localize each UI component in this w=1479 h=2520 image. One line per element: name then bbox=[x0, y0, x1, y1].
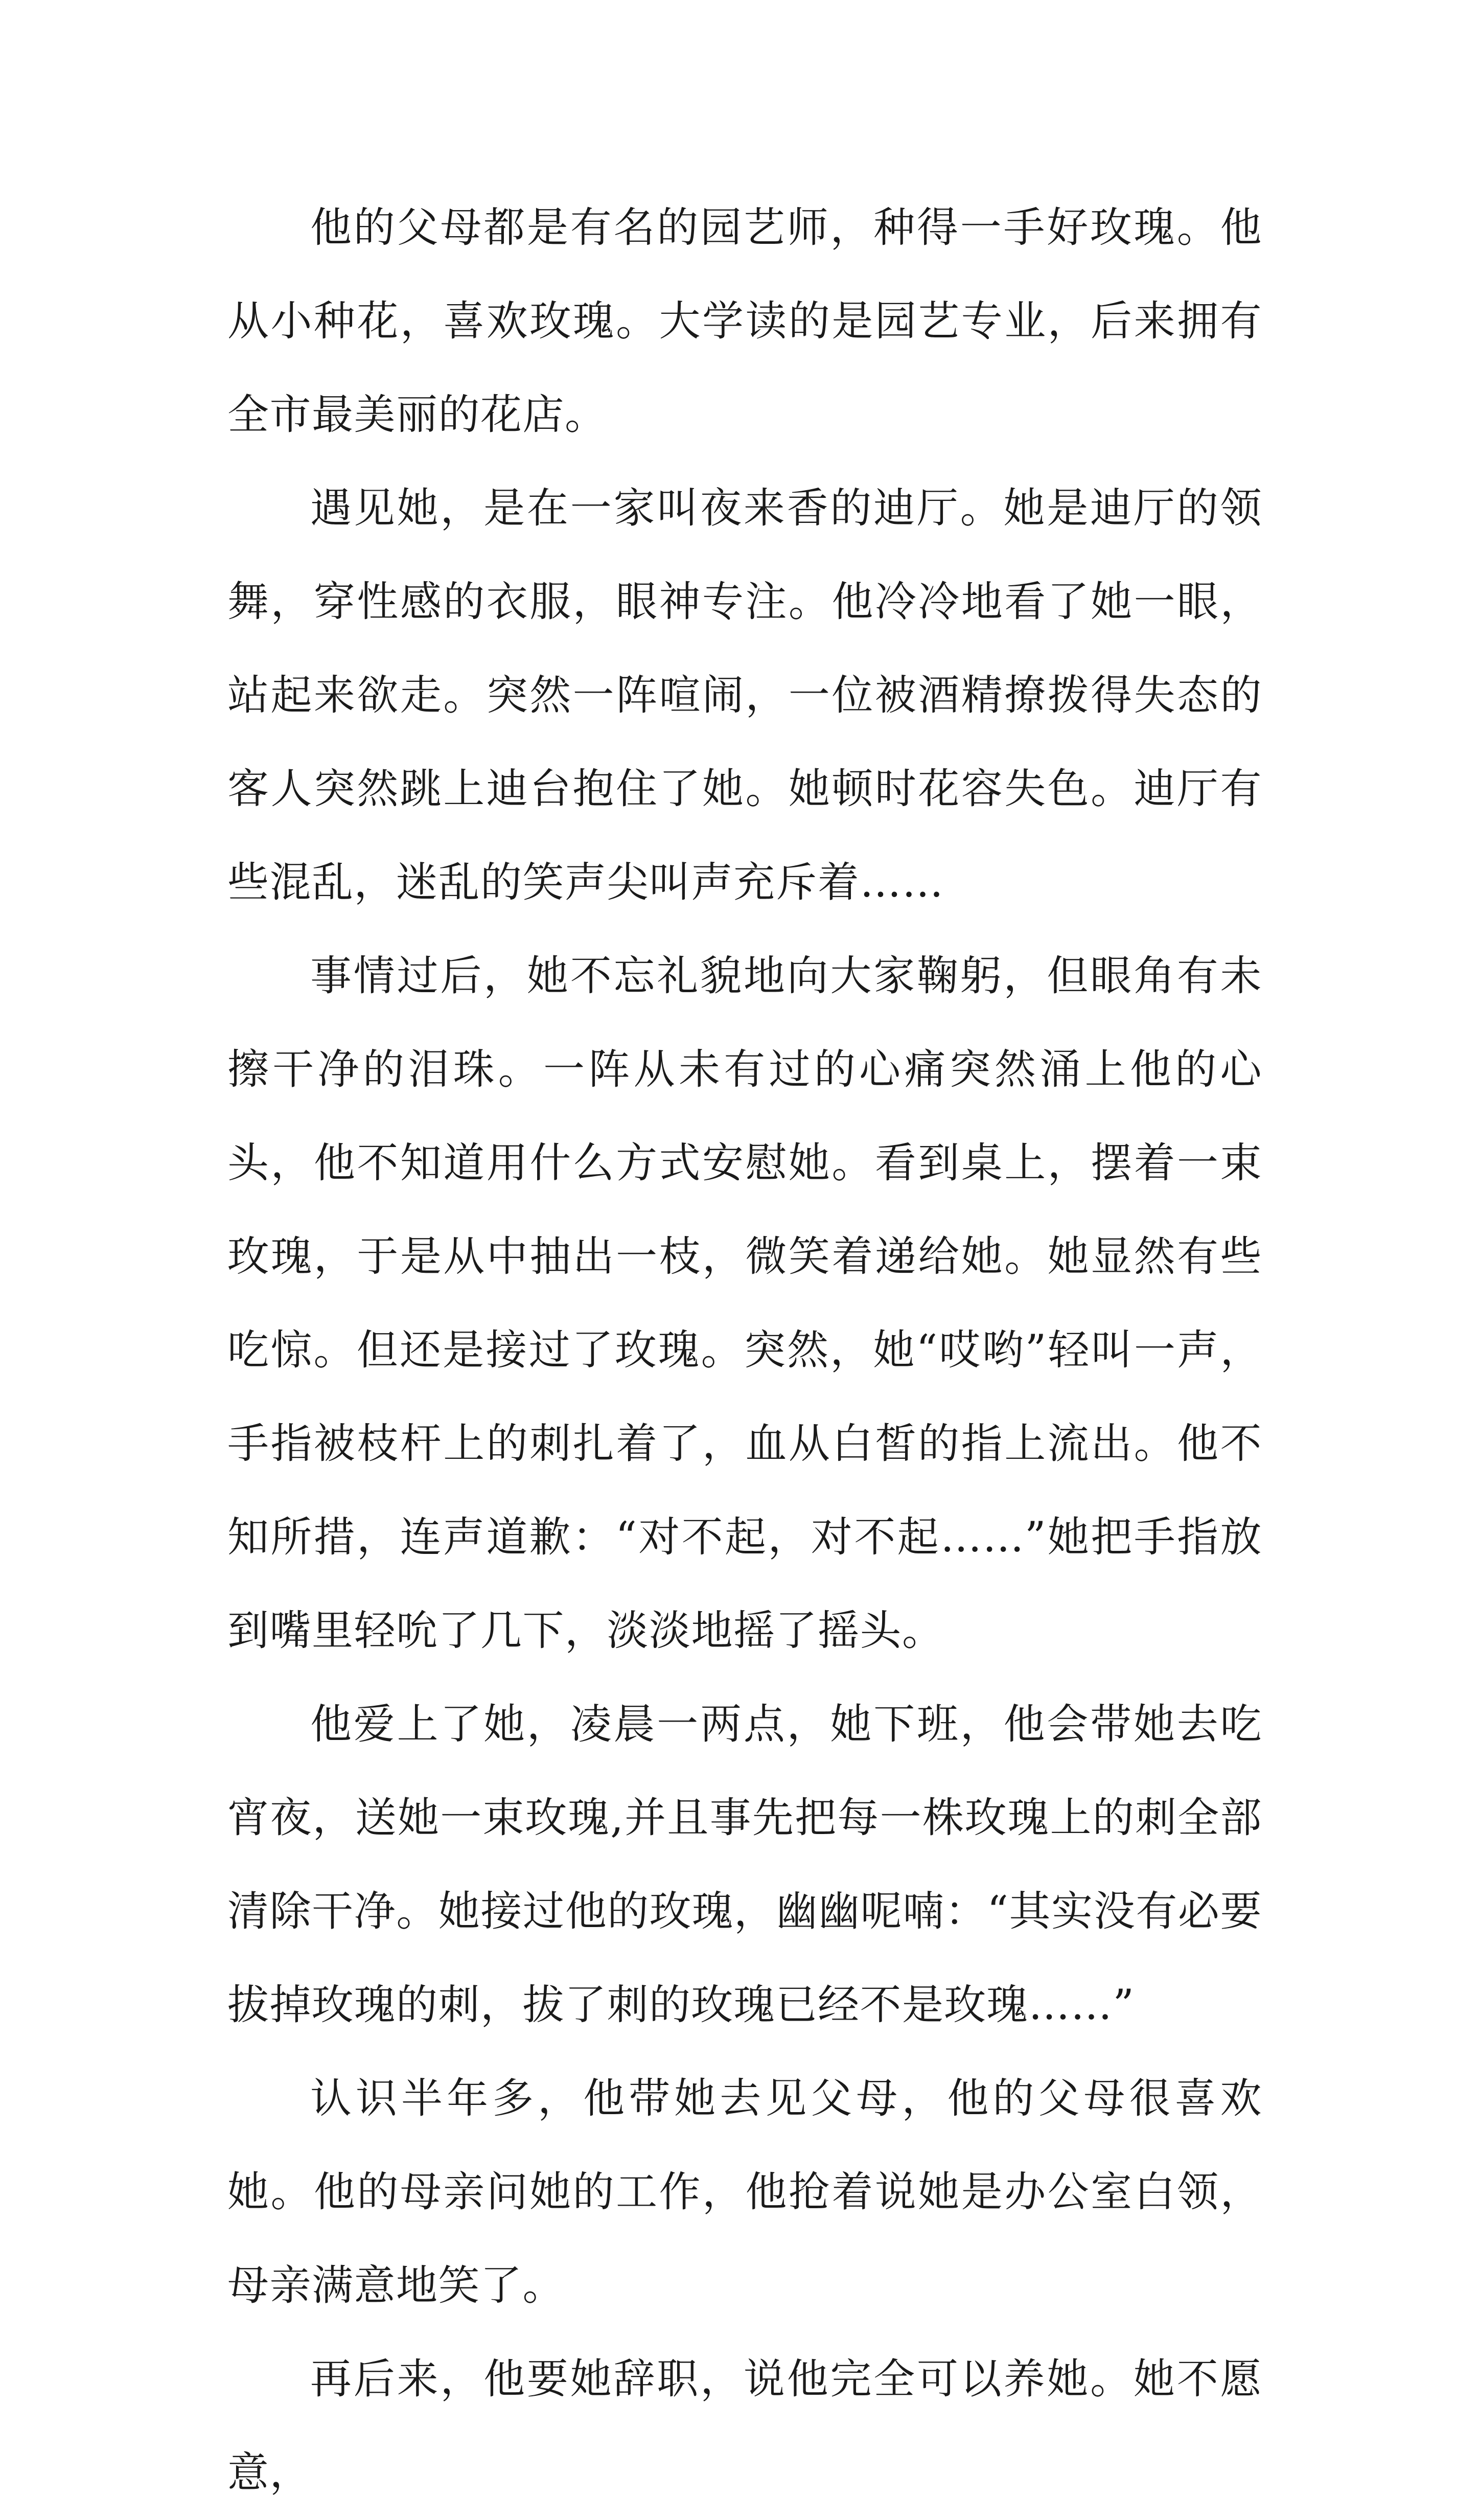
paragraph-4: 他爱上了她，凌晨一两点，她下班，他会带她去吃宵夜，送她一束玫瑰,并且事先把每一株玫瑰上的刺全部清除干净。她接过他的玫瑰，幽幽呢喃：“其实没有必要拔掉玫瑰的刺，拔了刺的玫瑰已经不是玫瑰……” bbox=[227, 1701, 1262, 2029]
paragraph-5: 认识半年多，他带她去见父母，他的父母很喜欢她。他的母亲问她的工作，他抢着说她是办公室白领，母亲满意地笑了。 bbox=[227, 2075, 1262, 2310]
paragraph-1: 他的父母都是有名的园艺师，种得一手好玫瑰。他从小种花，喜欢玫瑰。大学读的是园艺专业，后来拥有全市最美丽的花店。 bbox=[227, 204, 1262, 439]
paragraph-3: 事情过后，她不忘礼貌地向大家鞠躬，但眼角有未擦干净的泪珠。一阵从未有过的心痛突然涌上他的心头，他不知道用什么方式安慰她。看到桌上，摆着一束玫瑰，于是从中抽出一枝，微笑着递给她。她显然有些吃惊。但还是接过了玫瑰。突然，她“哎哟”轻叫一声，手指被枝杆上的刺扎着了，血从白皙的指上流出。他不知所措，连声道歉：“对不起，对不起……”她把手指放到嘴里轻吮了几下，淡淡地摇了摇头。 bbox=[227, 952, 1262, 1655]
paragraph-2: 遇见她，是在一家叫夜来香的迪厅。她是迪厅的领舞，穿性感的衣服，眼神专注。他冷冷地看了她一眼，站起来欲走。突然一阵喧闹，一位被酒精撩拨得失态的客人突然跳上迪台抱住了她。她顿时花容失色。迪厅有些混乱，迷乱的笑声尖叫声充斥着…… bbox=[227, 485, 1262, 907]
paragraph-6: 再后来，他要她辞职，说他完全可以养她。她不愿意， bbox=[227, 2355, 1262, 2497]
story-text bbox=[227, 181, 1262, 2520]
